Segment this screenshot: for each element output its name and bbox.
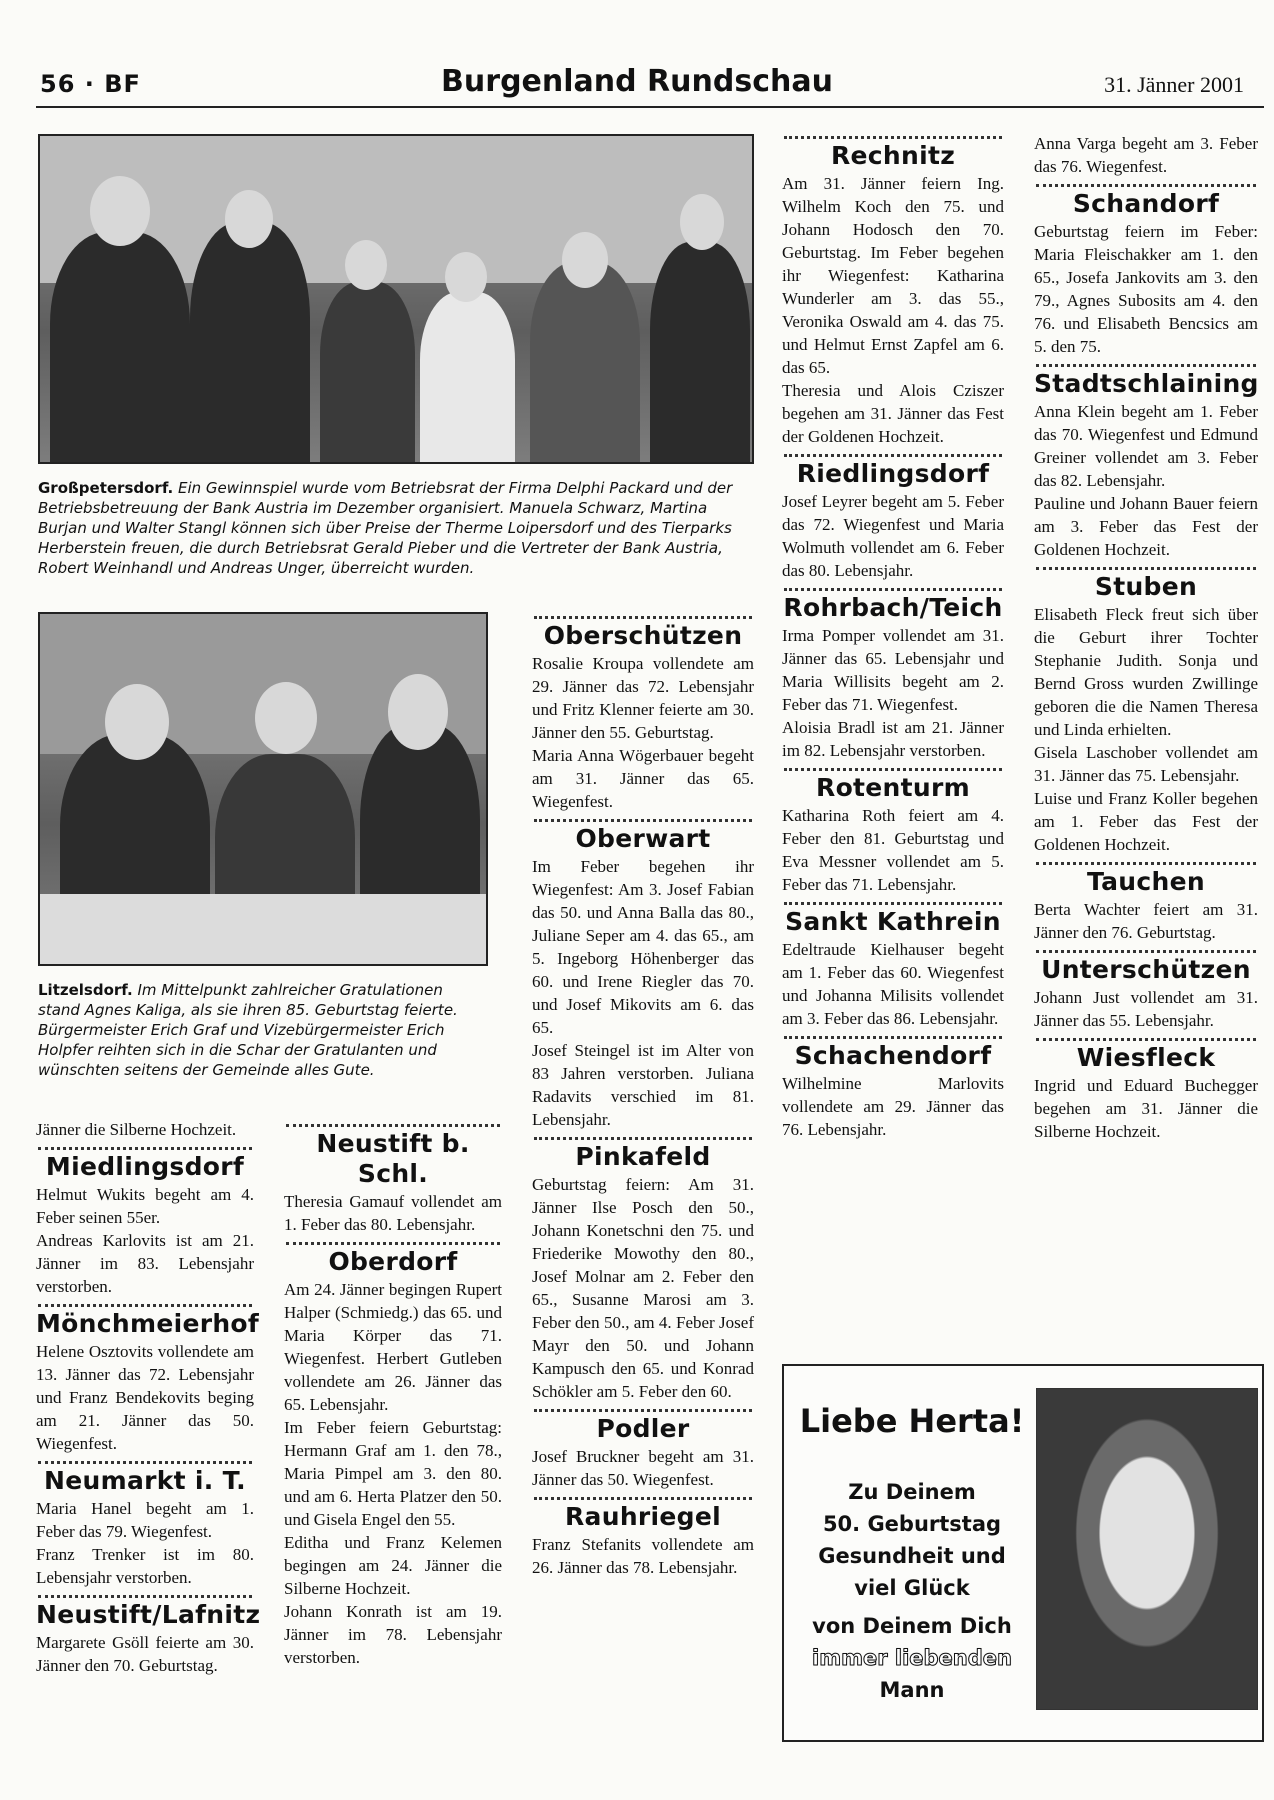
caption-text: Im Mittelpunkt zahlreicher Gratulationen stand Agnes Kaliga, als sie ihren 85. Geburtstag feierte. Bürgermeister Erich Graf und Vizebürgermeister Erich Holpfer reihten sich in die Schar der Gratulanten und wünschten seitens der Gemeinde alles Gute.	[38, 981, 458, 1079]
section-title: Stadtschlaining	[1034, 369, 1259, 398]
ad-line: Mann	[879, 1678, 945, 1702]
section-paragraph: Geburtstag feiern im Feber: Maria Fleischakker am 1. den 65., Josefa Jankovits am 3. den 79., Agnes Subosits am 4. den 76. und Elisabeth Bencsics am 5. den 75.	[1034, 222, 1258, 356]
section-paragraph: Andreas Karlovits ist am 21. Jänner im 83. Lebensjahr verstorben.	[36, 1231, 254, 1296]
section-paragraph: Geburtstag feiern: Am 31. Jänner Ilse Posch den 50., Johann Konetschni den 75. und Friederike Mowothy den 80., Josef Molnar am 2. Feber den 65., Susanne Marosi am 3. Feber den 50., am 4. Feber Josef Mayr den 50. und Johann Kampusch den 65. und Konrad Schökler am 5. Feber den 60.	[532, 1175, 754, 1401]
section	[782, 768, 1004, 896]
section	[1034, 1038, 1258, 1143]
section-paragraph: Aloisia Bradl ist am 21. Jänner im 82. Lebensjahr verstorben.	[782, 718, 1004, 760]
section-divider	[286, 1124, 500, 1127]
photo-grosspetersdorf	[38, 134, 754, 464]
ad-portrait-photo	[1036, 1388, 1258, 1710]
section-paragraph: Maria Anna Wögerbauer begeht am 31. Jänner das 65. Wiegenfest.	[532, 746, 754, 811]
section-title: Neumarkt i. T.	[44, 1466, 246, 1495]
section-paragraph: Franz Stefanits vollendete am 26. Jänner das 78. Lebensjahr.	[532, 1535, 754, 1577]
section-divider	[38, 1304, 252, 1307]
ad-line: 50. Geburtstag	[822, 1512, 1002, 1536]
section-divider	[1036, 184, 1256, 187]
section	[1034, 950, 1258, 1032]
section-title: Tauchen	[1087, 867, 1205, 896]
section	[532, 616, 754, 813]
section-divider	[1036, 364, 1256, 367]
section-paragraph: Josef Steingel ist im Alter von 83 Jahren verstorben. Juliana Radavits verschied im 81. Lebensjahr.	[532, 1041, 754, 1129]
section-divider	[784, 768, 1002, 771]
section-title: Rohrbach/Teich	[783, 593, 1003, 622]
section-divider	[534, 1137, 752, 1140]
section-paragraph: Anna Klein begeht am 1. Feber das 70. Wiegenfest und Edmund Greiner vollendet am 3. Feber das 82. Lebensjahr.	[1034, 402, 1258, 490]
section-title: Oberdorf	[328, 1247, 458, 1276]
section-title: Rauhriegel	[565, 1502, 721, 1531]
section-paragraph: Pauline und Johann Bauer feiern am 3. Feber das Fest der Goldenen Hochzeit.	[1034, 494, 1258, 559]
section	[532, 819, 754, 1131]
section-title: Stuben	[1094, 572, 1198, 601]
continued-text: Anna Varga begeht am 3. Feber das 76. Wiegenfest.	[1034, 134, 1258, 176]
section-paragraph: Elisabeth Fleck freut sich über die Geburt ihrer Tochter Stephanie Judith. Sonja und Bernd Gross wurden Zwillinge geboren die die Namen Theresa und Linda erhielten.	[1034, 605, 1258, 739]
ad-line: immer liebenden	[812, 1646, 1012, 1670]
section-title: Rechnitz	[830, 141, 956, 170]
section-paragraph: Rosalie Kroupa vollendete am 29. Jänner das 72. Lebensjahr und Fritz Klenner feierte am 30. Jänner den 55. Geburtstag.	[532, 654, 754, 742]
column-2	[284, 1118, 502, 1669]
section	[782, 454, 1004, 582]
caption-grosspetersdorf	[38, 478, 750, 578]
ad-title: Liebe Herta!	[799, 1402, 1025, 1440]
section-title: Rotenturm	[816, 773, 970, 802]
section-paragraph: Am 24. Jänner begingen Rupert Halper (Schmiedg.) das 65. und Maria Körper das 71. Wiegenfest. Herbert Gutleben vollendete am 26. Jänner das 65. Lebensjahr.	[284, 1280, 502, 1414]
section	[532, 1497, 754, 1579]
section-title: Mönchmeierhof	[36, 1309, 260, 1338]
ad-line: von Deinem Dich	[812, 1614, 1012, 1638]
section	[782, 902, 1004, 1030]
section-title: Miedlingsdorf	[45, 1152, 245, 1181]
section-paragraph: Josef Leyrer begeht am 5. Feber das 72. Wiegenfest und Maria Wolmuth vollendet am 6. Feber das 80. Lebensjahr.	[782, 492, 1004, 580]
section-paragraph: Im Feber feiern Geburtstag: Hermann Graf am 1. den 78., Maria Pimpel am 3. den 80. und am 6. Herta Platzer den 50. und Gisela Engel den 55.	[284, 1418, 502, 1529]
section-paragraph: Johann Konrath ist am 19. Jänner im 78. Lebensjahr verstorben.	[284, 1602, 502, 1667]
newspaper-title: Burgenland Rundschau	[441, 64, 833, 99]
section-paragraph: Johann Just vollendet am 31. Jänner das 55. Lebensjahr.	[1034, 988, 1258, 1030]
section-paragraph: Berta Wachter feiert am 31. Jänner den 76. Geburtstag.	[1034, 900, 1258, 942]
section-paragraph: Theresia und Alois Cziszer begehen am 31. Jänner das Fest der Goldenen Hochzeit.	[782, 381, 1004, 446]
column-4	[782, 130, 1004, 1141]
section-paragraph: Luise und Franz Koller begehen am 1. Feber das Fest der Goldenen Hochzeit.	[1034, 789, 1258, 854]
section	[1034, 364, 1258, 561]
section-title: Unterschützen	[1041, 955, 1251, 984]
section-title: Podler	[596, 1414, 690, 1443]
section-paragraph: Am 31. Jänner feiern Ing. Wilhelm Koch den 75. und Johann Hodosch den 70. Geburtstag. Im Feber begehen ihr Wiegenfest: Katharina Wunderler am 3. das 55., Veronika Oswald am 4. das 75. und Helmut Ernst Zapfel am 6. das 65.	[782, 174, 1004, 377]
section-divider	[286, 1242, 500, 1245]
section-paragraph: Im Feber begehen ihr Wiegenfest: Am 3. Josef Fabian das 50. und Anna Balla das 80., Juliane Seper am 4. das 65., am 5. Ingeborg Höhenberger das 60. und Irene Riegler das 70. und Josef Mikovits am 6. das 65.	[532, 857, 754, 1037]
section	[782, 588, 1004, 762]
section-paragraph: Edeltraude Kielhauser begeht am 1. Feber das 60. Wiegenfest und Johanna Milisits vollendet am 3. Feber das 86. Lebensjahr.	[782, 940, 1004, 1028]
continued-text: Jänner die Silberne Hochzeit.	[36, 1120, 237, 1139]
section	[1034, 184, 1258, 358]
section	[284, 1124, 502, 1236]
section-paragraph: Irma Pomper vollendet am 31. Jänner das 65. Lebensjahr und Maria Willisits begeht am 2. Feber das 71. Wiegenfest.	[782, 626, 1004, 714]
section	[36, 1304, 260, 1455]
section-divider	[1036, 1038, 1256, 1041]
section-paragraph: Gisela Laschober vollendet am 31. Jänner das 75. Lebensjahr.	[1034, 743, 1258, 785]
ad-line: Gesundheit und	[818, 1544, 1006, 1568]
section-divider	[1036, 567, 1256, 570]
section-title: Wiesfleck	[1076, 1043, 1216, 1072]
section	[1034, 862, 1258, 944]
section-divider	[38, 1595, 252, 1598]
caption-litzelsdorf	[38, 980, 474, 1080]
section-title: Oberschützen	[543, 621, 743, 650]
section-title: Neustift/Lafnitz	[36, 1600, 261, 1629]
caption-place: Litzelsdorf.	[38, 981, 133, 999]
section	[532, 1137, 754, 1403]
column-3	[532, 610, 754, 1579]
section-divider	[534, 819, 752, 822]
section-divider	[534, 616, 752, 619]
section	[36, 1461, 254, 1589]
section-paragraph: Wilhelmine Marlovits vollendete am 29. Jänner das 76. Lebensjahr.	[782, 1074, 1004, 1139]
ad-line: viel Glück	[854, 1576, 970, 1600]
section-divider	[784, 1036, 1002, 1039]
ad-line: Zu Deinem	[848, 1480, 976, 1504]
section	[782, 1036, 1004, 1141]
ad-message	[792, 1476, 1032, 1706]
section-paragraph: Ingrid und Eduard Buchegger begehen am 31. Jänner die Silberne Hochzeit.	[1034, 1076, 1258, 1141]
section-paragraph: Maria Hanel begeht am 1. Feber das 79. Wiegenfest.	[36, 1499, 254, 1541]
caption-text: Ein Gewinnspiel wurde vom Betriebsrat der Firma Delphi Packard und der Betriebsbetreuung der Bank Austria im Dezember organisiert. Manuela Schwarz, Martina Burjan und Walter Stangl können sich über Preise der Therme Loipersdorf und des Tierparks Herberstein freuen, die durch Betriebsrat Gerald Pieber und die Vertreter der Bank Austria, Robert Weinhandl und Andreas Unger, überreicht wurden.	[38, 479, 733, 577]
section-title: Riedlingsdorf	[796, 459, 990, 488]
section-paragraph: Helene Osztovits vollendete am 13. Jänner das 72. Lebensjahr und Franz Bendekovits beging am 21. Jänner das 50. Wiegenfest.	[36, 1342, 254, 1453]
section	[36, 1595, 261, 1677]
section	[284, 1242, 502, 1669]
section-title: Neustift b. Schl.	[316, 1129, 470, 1188]
issue-date: 31. Jänner 2001	[1104, 72, 1244, 97]
section-divider	[1036, 950, 1256, 953]
section-title: Schandorf	[1072, 189, 1220, 218]
section-divider	[784, 902, 1002, 905]
section	[782, 136, 1004, 448]
caption-place: Großpetersdorf.	[38, 479, 174, 497]
section-divider	[38, 1147, 252, 1150]
section-paragraph: Katharina Roth feiert am 4. Feber den 81. Geburtstag und Eva Messner vollendet am 5. Feber das 71. Lebensjahr.	[782, 806, 1004, 894]
section-divider	[784, 136, 1002, 139]
section	[532, 1409, 754, 1491]
section-divider	[784, 588, 1002, 591]
section-divider	[534, 1409, 752, 1412]
section-divider	[1036, 862, 1256, 865]
section	[1034, 567, 1258, 856]
section-title: Pinkafeld	[575, 1142, 711, 1171]
page-number: 56 · BF	[40, 70, 141, 98]
column-5	[1034, 132, 1258, 1143]
section-paragraph: Margarete Gsöll feierte am 30. Jänner den 70. Geburtstag.	[36, 1633, 254, 1675]
section-title: Oberwart	[575, 824, 711, 853]
section	[36, 1147, 254, 1298]
section-paragraph: Franz Trenker ist im 80. Lebensjahr verstorben.	[36, 1545, 254, 1587]
section-divider	[784, 454, 1002, 457]
section-title: Schachendorf	[794, 1041, 992, 1070]
section-title: Sankt Kathrein	[785, 907, 1001, 936]
section-divider	[534, 1497, 752, 1500]
section-paragraph: Editha und Franz Kelemen begingen am 24. Jänner die Silberne Hochzeit.	[284, 1533, 502, 1598]
photo-litzelsdorf	[38, 612, 488, 966]
section-paragraph: Theresia Gamauf vollendet am 1. Feber das 80. Lebensjahr.	[284, 1192, 502, 1234]
header-rule	[36, 106, 1264, 108]
section-divider	[38, 1461, 252, 1464]
section-paragraph: Josef Bruckner begeht am 31. Jänner das 50. Wiegenfest.	[532, 1447, 754, 1489]
column-1	[36, 1118, 261, 1677]
section-paragraph: Helmut Wukits begeht am 4. Feber seinen 55er.	[36, 1185, 254, 1227]
